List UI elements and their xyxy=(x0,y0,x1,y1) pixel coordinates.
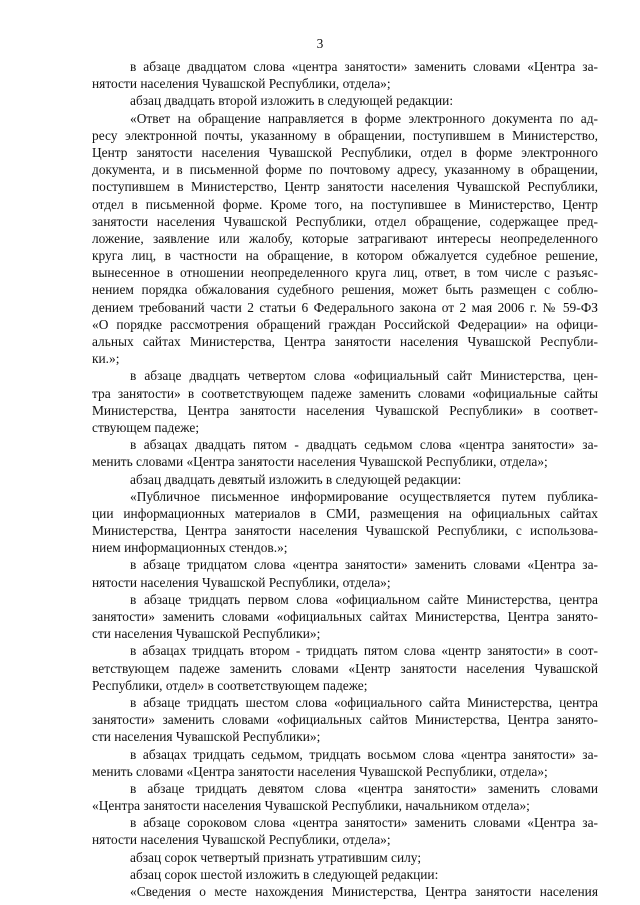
text-line: нением порядка обжалования судебного решения, может быть размещен с соблю- xyxy=(92,282,598,298)
text-line: в абзаце тридцатом слова «центра занятости» заменить словами «Центра за- xyxy=(130,557,598,573)
text-line: нятости населения Чувашской Республики, отдела»; xyxy=(92,832,391,848)
text-line: Министерства, Центра занятости населения Чувашской Республики, с использова- xyxy=(92,523,598,539)
text-line: в абзацах тридцать седьмом, тридцать восьмом слова «центра занятости» за- xyxy=(130,746,598,762)
text-line: вынесенное в отношении неопределенного круга лиц, ответ, в том числе с разъяс- xyxy=(92,265,598,281)
text-line: ресу электронной почты, указанному в обращении, поступившем в Министерство, xyxy=(92,127,598,143)
text-line: тра занятости» в соответствующем падеже заменить словами «официальные сайты xyxy=(92,385,598,401)
text-line: круга лиц, в частности на обращение, в котором обжалуется судебное решение, xyxy=(92,248,598,264)
document-body xyxy=(92,58,598,900)
text-line: абзац двадцать второй изложить в следующей редакции: xyxy=(130,93,454,109)
text-line: поступившем в Министерство, Центр занятости населения Чувашской Республики, xyxy=(92,179,598,195)
text-line: «Публичное письменное информирование осуществляется путем публика- xyxy=(130,488,598,504)
text-line: отдел в письменной форме. Кроме того, на поступившее в Министерство, Центр xyxy=(92,196,598,212)
text-line: сти населения Чувашской Республики»; xyxy=(92,729,321,745)
text-line: ки.»; xyxy=(92,351,120,367)
text-line: менить словами «Центра занятости населения Чувашской Республики, отдела»; xyxy=(92,763,548,779)
text-line: занятости населения Чувашской Республики, отдел обращение, содержащее пред- xyxy=(92,213,598,229)
page-number: 3 xyxy=(316,36,324,51)
text-line: абзац двадцать девятый изложить в следующей редакции: xyxy=(130,471,462,487)
text-line: в абзацах тридцать втором - тридцать пятом слова «центр занятости» в соот- xyxy=(130,643,598,659)
text-line: нием информационных стендов.»; xyxy=(92,540,288,556)
text-line: альных сайтах Министерства, Центра занятости населения Чувашской Республи- xyxy=(92,334,598,349)
text-line: ции информационных материалов в СМИ, размещения на официальных сайтах xyxy=(92,505,598,521)
text-line: ветствующем падеже заменить словами «Центр занятости населения Чувашской xyxy=(92,660,598,676)
text-line: документа, и в письменной форме по почтовому адресу, указанному в обращении, xyxy=(92,162,598,178)
text-line: занятости» заменить словами «официальных сайтах Министерства, Центра занято- xyxy=(92,609,598,624)
text-line: абзац сорок шестой изложить в следующей редакции: xyxy=(130,866,439,882)
text-line: дением требований части 2 статьи 6 Федерального закона от 2 мая 2006 г. № 59-ФЗ xyxy=(92,299,598,315)
text-line: в абзаце тридцать шестом слова «официального сайта Министерства, центра xyxy=(130,694,598,710)
text-line: «Ответ на обращение направляется в форме электронного документа по ад- xyxy=(130,110,598,126)
text-line: нятости населения Чувашской Республики, отдела»; xyxy=(92,76,391,92)
text-line: Республики, отдел» в соответствующем падеже; xyxy=(92,677,368,693)
text-line: в абзаце сороковом слова «центра занятости» заменить словами «Центра за- xyxy=(130,815,598,831)
text-line: в абзаце тридцать первом слова «официальном сайте Министерства, центра xyxy=(130,591,598,607)
text-line: «Центра занятости населения Чувашской Республики, начальником отдела»; xyxy=(92,798,530,814)
text-line: нятости населения Чувашской Республики, отдела»; xyxy=(92,574,391,590)
text-line: занятости» заменить словами «официальных сайтов Министерства, Центра занято- xyxy=(92,712,598,728)
text-line: менить словами «Центра занятости населения Чувашской Республики, отдела»; xyxy=(92,454,548,470)
text-line: ствующем падеже; xyxy=(92,419,200,435)
text-line: сти населения Чувашской Республики»; xyxy=(92,626,321,642)
text-line: в абзаце двадцать четвертом слова «официальный сайт Министерства, цен- xyxy=(130,368,598,384)
text-line: в абзацах двадцать пятом - двадцать седьмом слова «центра занятости» за- xyxy=(130,437,598,453)
text-line: абзац сорок четвертый признать утратившим силу; xyxy=(130,849,422,865)
text-line: ложение, заявление или жалобу, которые затрагивают интересы неопределенного xyxy=(92,230,598,246)
text-line: в абзаце тридцать девятом слова «центра занятости» заменить словами xyxy=(130,780,598,796)
text-line: Центр занятости населения Чувашской Республики, отдел в форме электронного xyxy=(92,144,598,160)
text-line: «Сведения о месте нахождения Министерства, Центра занятости населения xyxy=(130,884,598,899)
text-line: Министерства, Центра занятости населения Чувашской Республики» в соответ- xyxy=(92,402,598,418)
text-line: в абзаце двадцатом слова «центра занятости» заменить словами «Центра за- xyxy=(130,59,598,74)
text-line: «О порядке рассмотрения обращений граждан Российской Федерации» на офици- xyxy=(92,316,598,332)
